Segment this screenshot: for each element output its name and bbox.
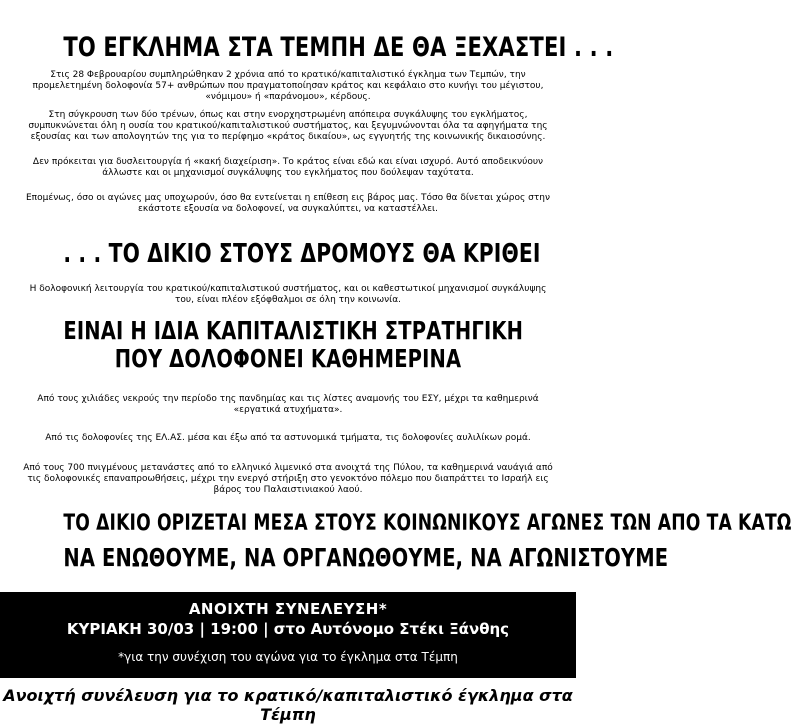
paragraph-anniversary: Στις 28 Φεβρουαρίου συμπληρώθηκαν 2 χρόνια από το κρατικό/καπιταλιστικό έγκλημα των Τεμπών, την προμελετημένη δολοφονία 57+ ανθρώπων που πραγματοποίησαν κράτος και κεφάλαιο στο κυνήγι του μέγιστου, «νόμιμου» ή «παράνομου», κέρδους. [32,70,544,102]
footer-caption: Ανοιχτή συνέλευση για το κρατικό/καπιταλιστικό έγκλημα στα Τέμπη [3,686,573,724]
banner-title: ΑΝΟΙΧΤΗ ΣΥΝΕΛΕΥΣΗ* [188,600,388,618]
paragraph-struggles: Επομένως, όσο οι αγώνες μας υποχωρούν, όσο θα εντείνεται η επίθεση εις βάρος μας. Τόσο θα δίνεται χώρος στην εκάστοτε εξουσία να δολοφονεί, να συγκαλύπτει, να καταστέλλει. [26,193,550,214]
paragraph-pandemic: Από τους χιλιάδες νεκρούς την περίοδο της πανδημίας και τις λίστες αναμονής του ΕΣΥ, μέχρι τα καθημερινά «εργατικά ατυχήματα». [37,394,539,415]
paragraph-migrants: Από τους 700 πνιγμένους μετανάστες από το ελληνικό λιμενικό στα ανοιχτά της Πύλου, τα καθημερινά ναυάγιά από τις δολοφονικές επαναπροωθήσεις, μέχρι την ενεργό στήριξη στο γενοκτόνο πόλεμο που διαπράττει το Ισραήλ εις βάρος του Παλαιστινιακού λαού. [23,463,553,495]
banner-event-details: ΚΥΡΙΑΚΗ 30/03 | 19:00 | στο Αυτόνομο Στέκι Ξάνθης [66,620,510,638]
paragraph-murderous-function: Η δολοφονική λειτουργία του κρατικού/καπιταλιστικού συστήματος, και οι καθεστωτικοί μηχανισμοί συγκάλυψης του, είναι πλέον εξόφθαλμοι σε όλη την κοινωνία. [29,284,547,305]
headline-strategy-line-1: ΕΙΝΑΙ Η ΙΔΙΑ ΚΑΠΙΤΑΛΙΣΤΙΚΗ ΣΤΡΑΤΗΓΙΚΗ [63,316,524,345]
headline-justice: ΤΟ ΔΙΚΙΟ ΟΡΙΖΕΤΑΙ ΜΕΣΑ ΣΤΟΥΣ ΚΟΙΝΩΝΙΚΟΥΣ ΑΓΩΝΕΣ ΤΩΝ ΑΠΟ ΤΑ ΚΑΤΩ [63,511,792,536]
paragraph-police: Από τις δολοφονίες της ΕΛ.ΑΣ. μέσα και έξω από τα αστυνομικά τμήματα, τις δολοφονίες αυλιλίκων ρομά. [45,433,531,443]
banner-footnote: *για την συνέχιση του αγώνα για το έγκλημα στα Τέμπη [118,650,458,664]
headline-strategy-line-2: ΠΟΥ ΔΟΛΟΦΟΝΕΙ ΚΑΘΗΜΕΡΙΝΑ [114,344,462,373]
assembly-banner [0,592,576,678]
paragraph-not-malfunction: Δεν πρόκειται για δυσλειτουργία ή «κακή διαχείριση». Το κράτος είναι εδώ και είναι ισχυρό. Αυτό αποδεικνύουν άλλωστε και οι μηχανισμοί συγκάλυψης του εγκλήματος που δούλεψαν ταχύτατα. [32,157,544,178]
headline-streets: . . . ΤΟ ΔΙΚΙΟ ΣΤΟΥΣ ΔΡΟΜΟΥΣ ΘΑ ΚΡΙΘΕΙ [63,239,541,269]
main-headline: ΤΟ ΕΓΚΛΗΜΑ ΣΤΑ ΤΕΜΠΗ ΔΕ ΘΑ ΞΕΧΑΣΤΕΙ . . . [63,32,614,63]
paragraph-collision: Στη σύγκρουση των δύο τρένων, όπως και στην ενορχηστρωμένη απόπειρα συγκάλυψης του εγκλήματος, συμπυκνώνεται όλη η ουσία του κρατικού/καπιταλιστικού συστήματος, και ξεγυμνώνονται όλα τα αφηγήματα της εξουσίας και των απολογητών της για το περίφημο «κράτος δικαίου», ως εγγυητής της κοινωνικής δικαιοσύνης. [28,110,548,142]
headline-unite: ΝΑ ΕΝΩΘΟΥΜΕ, ΝΑ ΟΡΓΑΝΩΘΟΥΜΕ, ΝΑ ΑΓΩΝΙΣΤΟΥΜΕ [63,543,669,572]
